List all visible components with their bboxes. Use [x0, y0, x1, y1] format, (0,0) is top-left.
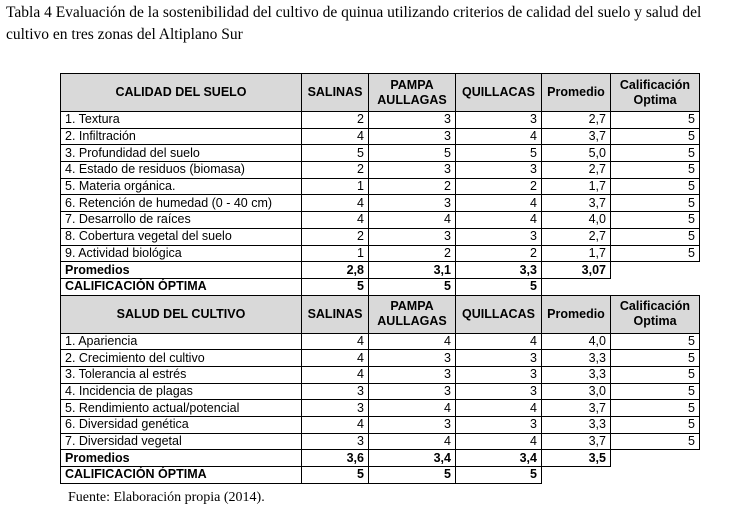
- calificacion-optima-value: 5: [611, 212, 700, 229]
- promedios-row: [61, 450, 700, 467]
- quillacas-average: 3,3: [456, 262, 542, 279]
- salinas-value: 4: [302, 128, 369, 145]
- calificacion-optima-value: 5: [611, 383, 700, 400]
- criterion-label: 6. Diversidad genética: [61, 417, 302, 434]
- calificacion-optima-row: [61, 467, 700, 484]
- pampa-aullagas-value: 4: [369, 433, 456, 450]
- promedio-value: 3,3: [542, 417, 611, 434]
- quillacas-average: 3,4: [456, 450, 542, 467]
- table-row: [61, 350, 700, 367]
- criterion-label: 2. Crecimiento del cultivo: [61, 350, 302, 367]
- promedio-value: 1,7: [542, 245, 611, 262]
- quillacas-value: 3: [456, 112, 542, 129]
- pampa-aullagas-value: 3: [369, 417, 456, 434]
- salinas-value: 2: [302, 112, 369, 129]
- criterion-label: 2. Infiltración: [61, 128, 302, 145]
- quillacas-optimal: 5: [456, 467, 542, 484]
- table-row: [61, 212, 700, 229]
- salinas-value: 2: [302, 228, 369, 245]
- quillacas-value: 3: [456, 366, 542, 383]
- calificacion-optima-value: 5: [611, 128, 700, 145]
- salinas-average: 2,8: [302, 262, 369, 279]
- quillacas-value: 3: [456, 228, 542, 245]
- col-promedio-header: Promedio: [542, 74, 611, 112]
- empty-cell: [611, 467, 700, 484]
- col-salinas-header: SALINAS: [302, 74, 369, 112]
- calificacion-optima-label: CALIFICACIÓN ÓPTIMA: [61, 467, 302, 484]
- section-title: SALUD DEL CULTIVO: [61, 295, 302, 333]
- promedio-value: 3,7: [542, 400, 611, 417]
- pampa-aullagas-value: 5: [369, 145, 456, 162]
- col-quillacas-header: QUILLACAS: [456, 295, 542, 333]
- criterion-label: 4. Estado de residuos (biomasa): [61, 162, 302, 179]
- col-promedio-header: Promedio: [542, 295, 611, 333]
- quillacas-value: 4: [456, 212, 542, 229]
- sustainability-table: [60, 73, 700, 484]
- pampa-aullagas-average: 3,1: [369, 262, 456, 279]
- table-row: [61, 383, 700, 400]
- table-row: [61, 245, 700, 262]
- pampa-aullagas-value: 3: [369, 383, 456, 400]
- salinas-average: 3,6: [302, 450, 369, 467]
- calificacion-optima-value: 5: [611, 178, 700, 195]
- table-row: [61, 433, 700, 450]
- criterion-label: 6. Retención de humedad (0 - 40 cm): [61, 195, 302, 212]
- col-quillacas-header: QUILLACAS: [456, 74, 542, 112]
- promedio-value: 5,0: [542, 145, 611, 162]
- pampa-aullagas-average: 3,4: [369, 450, 456, 467]
- salinas-optimal: 5: [302, 278, 369, 295]
- salinas-value: 4: [302, 333, 369, 350]
- criterion-label: 3. Tolerancia al estrés: [61, 366, 302, 383]
- section-title: CALIDAD DEL SUELO: [61, 74, 302, 112]
- salinas-value: 4: [302, 417, 369, 434]
- col-pampa-aullagas-header: PAMPA AULLAGAS: [369, 74, 456, 112]
- promedio-value: 3,0: [542, 383, 611, 400]
- calificacion-optima-value: 5: [611, 417, 700, 434]
- col-salinas-header: SALINAS: [302, 295, 369, 333]
- col-calificacion-optima-header: Calificación Optima: [611, 295, 700, 333]
- table-row: [61, 366, 700, 383]
- promedio-value: 1,7: [542, 178, 611, 195]
- table-row: [61, 195, 700, 212]
- table-row: [61, 417, 700, 434]
- quillacas-value: 3: [456, 417, 542, 434]
- overall-average: 3,5: [542, 450, 611, 467]
- promedios-row: [61, 262, 700, 279]
- empty-cell: [542, 278, 611, 295]
- promedio-value: 2,7: [542, 112, 611, 129]
- calificacion-optima-value: 5: [611, 228, 700, 245]
- criterion-label: 3. Profundidad del suelo: [61, 145, 302, 162]
- calificacion-optima-value: 5: [611, 245, 700, 262]
- empty-cell: [611, 450, 700, 467]
- table-row: [61, 333, 700, 350]
- quillacas-value: 2: [456, 245, 542, 262]
- calificacion-optima-value: 5: [611, 350, 700, 367]
- calificacion-optima-value: 5: [611, 333, 700, 350]
- criterion-label: 9. Actividad biológica: [61, 245, 302, 262]
- calificacion-optima-value: 5: [611, 162, 700, 179]
- criterion-label: 8. Cobertura vegetal del suelo: [61, 228, 302, 245]
- calificacion-optima-value: 5: [611, 400, 700, 417]
- quillacas-value: 2: [456, 178, 542, 195]
- criterion-label: 7. Desarrollo de raíces: [61, 212, 302, 229]
- quillacas-value: 3: [456, 350, 542, 367]
- empty-cell: [611, 278, 700, 295]
- criterion-label: 5. Rendimiento actual/potencial: [61, 400, 302, 417]
- criterion-label: 1. Textura: [61, 112, 302, 129]
- table-row: [61, 128, 700, 145]
- criterion-label: 1. Apariencia: [61, 333, 302, 350]
- table-body: [61, 74, 700, 484]
- pampa-aullagas-value: 3: [369, 228, 456, 245]
- table-row: [61, 162, 700, 179]
- promedio-value: 3,7: [542, 195, 611, 212]
- pampa-aullagas-value: 3: [369, 162, 456, 179]
- table-row: [61, 112, 700, 129]
- quillacas-value: 4: [456, 400, 542, 417]
- pampa-aullagas-value: 4: [369, 212, 456, 229]
- pampa-aullagas-value: 3: [369, 195, 456, 212]
- source-note: Fuente: Elaboración propia (2014).: [68, 490, 265, 505]
- calificacion-optima-label: CALIFICACIÓN ÓPTIMA: [61, 278, 302, 295]
- criterion-label: 5. Materia orgánica.: [61, 178, 302, 195]
- quillacas-value: 4: [456, 433, 542, 450]
- salinas-value: 4: [302, 350, 369, 367]
- salinas-value: 1: [302, 245, 369, 262]
- salinas-value: 3: [302, 433, 369, 450]
- calificacion-optima-value: 5: [611, 112, 700, 129]
- salinas-value: 5: [302, 145, 369, 162]
- promedio-value: 3,3: [542, 366, 611, 383]
- pampa-aullagas-value: 4: [369, 333, 456, 350]
- criterion-label: 4. Incidencia de plagas: [61, 383, 302, 400]
- pampa-aullagas-optimal: 5: [369, 278, 456, 295]
- calificacion-optima-value: 5: [611, 145, 700, 162]
- promedio-value: 4,0: [542, 212, 611, 229]
- promedio-value: 3,7: [542, 128, 611, 145]
- salinas-value: 4: [302, 212, 369, 229]
- promedios-label: Promedios: [61, 262, 302, 279]
- empty-cell: [542, 467, 611, 484]
- pampa-aullagas-value: 3: [369, 350, 456, 367]
- table-row: [61, 228, 700, 245]
- table-caption: Tabla 4 Evaluación de la sostenibilidad del cultivo de quinua utilizando criterios de calidad del suelo y salud del cultivo en tres zonas del Altiplano Sur: [6, 4, 702, 43]
- salinas-value: 4: [302, 366, 369, 383]
- table-row: [61, 400, 700, 417]
- salinas-value: 3: [302, 400, 369, 417]
- salinas-value: 2: [302, 162, 369, 179]
- salinas-value: 4: [302, 195, 369, 212]
- promedio-value: 2,7: [542, 228, 611, 245]
- pampa-aullagas-value: 2: [369, 245, 456, 262]
- criterion-label: 7. Diversidad vegetal: [61, 433, 302, 450]
- pampa-aullagas-optimal: 5: [369, 467, 456, 484]
- table-row: [61, 145, 700, 162]
- calificacion-optima-value: 5: [611, 366, 700, 383]
- promedio-value: 4,0: [542, 333, 611, 350]
- pampa-aullagas-value: 4: [369, 400, 456, 417]
- section-header-row: [61, 295, 700, 333]
- empty-cell: [611, 262, 700, 279]
- col-pampa-aullagas-header: PAMPA AULLAGAS: [369, 295, 456, 333]
- promedio-value: 3,7: [542, 433, 611, 450]
- calificacion-optima-value: 5: [611, 433, 700, 450]
- pampa-aullagas-value: 3: [369, 112, 456, 129]
- quillacas-value: 4: [456, 128, 542, 145]
- quillacas-value: 5: [456, 145, 542, 162]
- quillacas-optimal: 5: [456, 278, 542, 295]
- overall-average: 3,07: [542, 262, 611, 279]
- salinas-value: 3: [302, 383, 369, 400]
- pampa-aullagas-value: 3: [369, 128, 456, 145]
- calificacion-optima-row: [61, 278, 700, 295]
- promedios-label: Promedios: [61, 450, 302, 467]
- quillacas-value: 3: [456, 383, 542, 400]
- promedio-value: 3,3: [542, 350, 611, 367]
- section-header-row: [61, 74, 700, 112]
- salinas-value: 1: [302, 178, 369, 195]
- col-calificacion-optima-header: Calificación Optima: [611, 74, 700, 112]
- quillacas-value: 4: [456, 195, 542, 212]
- quillacas-value: 4: [456, 333, 542, 350]
- quillacas-value: 3: [456, 162, 542, 179]
- pampa-aullagas-value: 2: [369, 178, 456, 195]
- salinas-optimal: 5: [302, 467, 369, 484]
- table-row: [61, 178, 700, 195]
- promedio-value: 2,7: [542, 162, 611, 179]
- pampa-aullagas-value: 3: [369, 366, 456, 383]
- calificacion-optima-value: 5: [611, 195, 700, 212]
